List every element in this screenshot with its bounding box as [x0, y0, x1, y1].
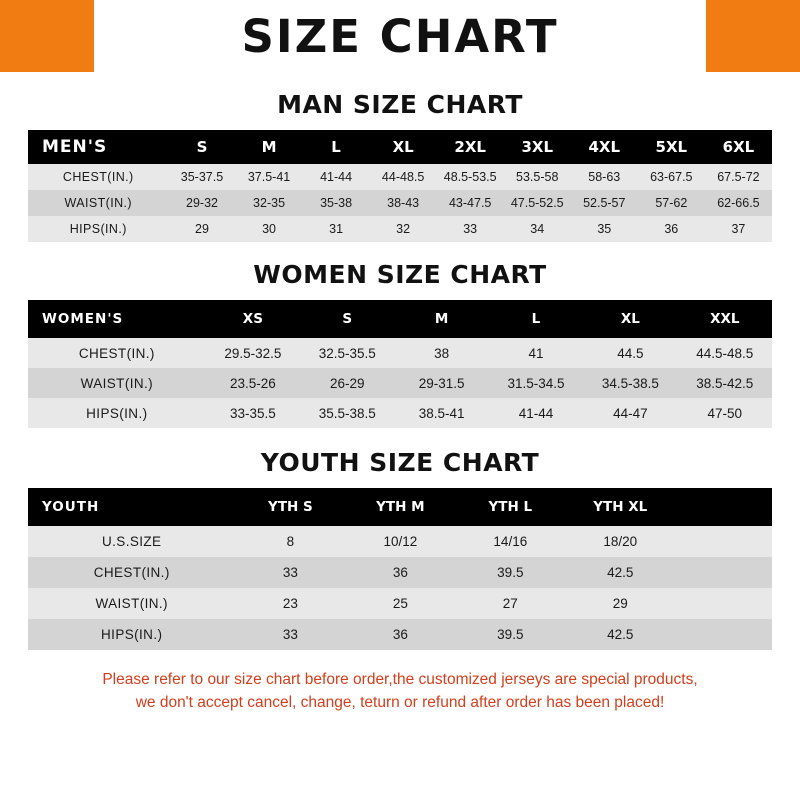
- men-col-4xl: 4XL: [571, 130, 638, 164]
- men-chest-s: 35-37.5: [168, 164, 235, 190]
- men-row-waist-label: WAIST(IN.): [28, 190, 168, 216]
- men-col-5xl: 5XL: [638, 130, 705, 164]
- women-waist-m: 29-31.5: [394, 368, 488, 398]
- youth-row-ussize-label: U.S.SIZE: [28, 526, 235, 557]
- youth-chest-s: 33: [235, 557, 345, 588]
- men-chest-4xl: 58-63: [571, 164, 638, 190]
- youth-row-waist-label: WAIST(IN.): [28, 588, 235, 619]
- men-col-s: S: [168, 130, 235, 164]
- men-waist-2xl: 43-47.5: [437, 190, 504, 216]
- banner-title-plate: [94, 0, 706, 72]
- youth-ussize-l: 14/16: [455, 526, 565, 557]
- women-row-waist-label: WAIST(IN.): [28, 368, 206, 398]
- youth-table-wrap: [0, 488, 800, 650]
- men-row-hips-label: HIPS(IN.): [28, 216, 168, 242]
- youth-col-spacer: [675, 488, 772, 526]
- men-waist-5xl: 57-62: [638, 190, 705, 216]
- footer-note-line-1: Please refer to our size chart before order,the customized jerseys are special products,: [102, 671, 698, 688]
- youth-col-xl: YTH XL: [565, 488, 675, 526]
- table-row: [28, 588, 772, 619]
- table-row: [28, 164, 772, 190]
- table-row: [28, 557, 772, 588]
- women-hips-xs: 33-35.5: [206, 398, 300, 428]
- men-hips-l: 31: [303, 216, 370, 242]
- youth-waist-s: 23: [235, 588, 345, 619]
- men-hips-s: 29: [168, 216, 235, 242]
- men-row-chest-label: CHEST(IN.): [28, 164, 168, 190]
- men-size-table: [28, 130, 772, 242]
- table-row: [28, 338, 772, 368]
- women-col-xxl: XXL: [678, 300, 772, 338]
- table-header-row: [28, 488, 772, 526]
- men-waist-m: 32-35: [236, 190, 303, 216]
- women-row-hips-label: HIPS(IN.): [28, 398, 206, 428]
- men-chest-3xl: 53.5-58: [504, 164, 571, 190]
- youth-cell-spacer: [675, 588, 772, 619]
- women-section-title: WOMEN SIZE CHART: [253, 260, 547, 289]
- table-header-row: [28, 300, 772, 338]
- youth-hips-xl: 42.5: [565, 619, 675, 650]
- youth-row-hips-label: HIPS(IN.): [28, 619, 235, 650]
- women-waist-l: 31.5-34.5: [489, 368, 583, 398]
- women-waist-xl: 34.5-38.5: [583, 368, 677, 398]
- men-waist-3xl: 47.5-52.5: [504, 190, 571, 216]
- men-col-6xl: 6XL: [705, 130, 772, 164]
- men-waist-6xl: 62-66.5: [705, 190, 772, 216]
- women-table-wrap: [0, 300, 800, 428]
- men-waist-xl: 38-43: [370, 190, 437, 216]
- banner-right-accent: [706, 0, 800, 72]
- women-hips-m: 38.5-41: [394, 398, 488, 428]
- youth-hips-m: 36: [345, 619, 455, 650]
- women-table-head: [28, 300, 772, 338]
- men-table-body: [28, 164, 772, 242]
- youth-ussize-xl: 18/20: [565, 526, 675, 557]
- women-chest-xxl: 44.5-48.5: [678, 338, 772, 368]
- men-waist-l: 35-38: [303, 190, 370, 216]
- youth-waist-l: 27: [455, 588, 565, 619]
- men-chest-2xl: 48.5-53.5: [437, 164, 504, 190]
- table-row: [28, 368, 772, 398]
- youth-cell-spacer: [675, 557, 772, 588]
- men-table-wrap: [0, 130, 800, 242]
- youth-size-table: [28, 488, 772, 650]
- men-col-3xl: 3XL: [504, 130, 571, 164]
- women-hips-xxl: 47-50: [678, 398, 772, 428]
- table-header-row: [28, 130, 772, 164]
- men-chest-xl: 44-48.5: [370, 164, 437, 190]
- men-hips-xl: 32: [370, 216, 437, 242]
- youth-cell-spacer: [675, 619, 772, 650]
- men-section-title: MAN SIZE CHART: [277, 90, 523, 119]
- men-col-m: M: [236, 130, 303, 164]
- women-waist-xxl: 38.5-42.5: [678, 368, 772, 398]
- men-hips-m: 30: [236, 216, 303, 242]
- youth-col-m: YTH M: [345, 488, 455, 526]
- table-row: [28, 619, 772, 650]
- header-banner: [0, 0, 800, 72]
- youth-col-l: YTH L: [455, 488, 565, 526]
- footer-note-line-2: we don't accept cancel, change, teturn or refund after order has been placed!: [135, 694, 665, 712]
- women-col-xl: XL: [583, 300, 677, 338]
- table-row: [28, 190, 772, 216]
- men-corner-label: MEN'S: [28, 130, 168, 164]
- youth-ussize-m: 10/12: [345, 526, 455, 557]
- youth-corner-label: YOUTH: [28, 488, 235, 526]
- women-corner-label: WOMEN'S: [28, 300, 206, 338]
- men-col-2xl: 2XL: [437, 130, 504, 164]
- youth-section-title: YOUTH SIZE CHART: [260, 448, 540, 477]
- men-chest-6xl: 67.5-72: [705, 164, 772, 190]
- men-hips-3xl: 34: [504, 216, 571, 242]
- banner-left-accent: [0, 0, 94, 72]
- women-col-s: S: [300, 300, 394, 338]
- women-hips-l: 41-44: [489, 398, 583, 428]
- men-chest-m: 37.5-41: [236, 164, 303, 190]
- men-col-l: L: [303, 130, 370, 164]
- men-col-xl: XL: [370, 130, 437, 164]
- youth-waist-m: 25: [345, 588, 455, 619]
- women-chest-l: 41: [489, 338, 583, 368]
- women-chest-xl: 44.5: [583, 338, 677, 368]
- youth-row-chest-label: CHEST(IN.): [28, 557, 235, 588]
- women-waist-s: 26-29: [300, 368, 394, 398]
- women-chest-s: 32.5-35.5: [300, 338, 394, 368]
- youth-col-s: YTH S: [235, 488, 345, 526]
- youth-waist-xl: 29: [565, 588, 675, 619]
- footer-note: [0, 668, 800, 715]
- youth-chest-m: 36: [345, 557, 455, 588]
- men-waist-4xl: 52.5-57: [571, 190, 638, 216]
- youth-hips-s: 33: [235, 619, 345, 650]
- youth-table-body: [28, 526, 772, 650]
- men-hips-4xl: 35: [571, 216, 638, 242]
- women-hips-xl: 44-47: [583, 398, 677, 428]
- women-col-l: L: [489, 300, 583, 338]
- men-waist-s: 29-32: [168, 190, 235, 216]
- youth-hips-l: 39.5: [455, 619, 565, 650]
- youth-table-head: [28, 488, 772, 526]
- men-table-head: [28, 130, 772, 164]
- youth-ussize-s: 8: [235, 526, 345, 557]
- women-col-m: M: [394, 300, 488, 338]
- women-row-chest-label: CHEST(IN.): [28, 338, 206, 368]
- women-chest-xs: 29.5-32.5: [206, 338, 300, 368]
- table-row: [28, 216, 772, 242]
- youth-chest-l: 39.5: [455, 557, 565, 588]
- women-size-table: [28, 300, 772, 428]
- men-hips-5xl: 36: [638, 216, 705, 242]
- women-hips-s: 35.5-38.5: [300, 398, 394, 428]
- women-chest-m: 38: [394, 338, 488, 368]
- youth-cell-spacer: [675, 526, 772, 557]
- table-row: [28, 526, 772, 557]
- women-table-body: [28, 338, 772, 428]
- youth-chest-xl: 42.5: [565, 557, 675, 588]
- men-chest-l: 41-44: [303, 164, 370, 190]
- men-chest-5xl: 63-67.5: [638, 164, 705, 190]
- women-waist-xs: 23.5-26: [206, 368, 300, 398]
- women-col-xs: XS: [206, 300, 300, 338]
- page-title: SIZE CHART: [241, 9, 559, 63]
- table-row: [28, 398, 772, 428]
- men-hips-2xl: 33: [437, 216, 504, 242]
- men-hips-6xl: 37: [705, 216, 772, 242]
